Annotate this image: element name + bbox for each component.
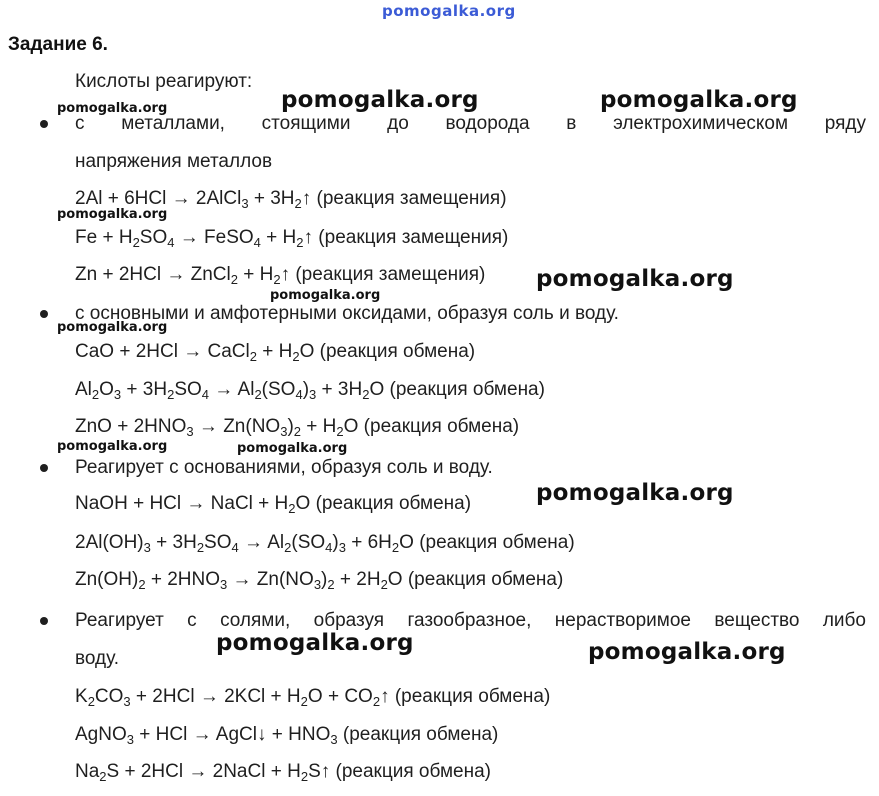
watermark: pomogalka.org [536, 266, 734, 292]
watermark: pomogalka.org [57, 101, 168, 116]
equation-formula: 2Al + 6HCl → 2AlCl$_3$ + $3H_2↑$ [75, 188, 312, 211]
equation-formula: $Al_2O_3 + 3H_2SO_4 \to Al_2(SO_4)_3 + 3H_2O$ [75, 379, 385, 402]
reaction-type: (реакция обмена) [419, 532, 575, 553]
equation [75, 379, 545, 401]
watermark: pomogalka.org [57, 207, 168, 222]
section-1-text-cont: напряжения металлов [75, 151, 273, 172]
equation-formula: $Na_2S + 2HCl$ → 2NaCl + $H_2S↑$ [75, 761, 331, 784]
watermark: pomogalka.org [588, 639, 786, 665]
equation [75, 341, 475, 363]
watermark: pomogalka.org [57, 439, 168, 454]
equation [75, 227, 508, 249]
equation-formula: $K_2CO_3 + 2HCl \to 2KCl + H_2O$ + $CO_2↑$ [75, 686, 390, 709]
watermark: pomogalka.org [237, 441, 348, 456]
section-2-text: с основными и амфотерными оксидами, образуя соль и воду. [75, 303, 619, 324]
reaction-type: (реакция обмена) [342, 724, 499, 745]
section-1-text: с металлами, стоящими до водорода в электрохимическом ряду [75, 113, 866, 134]
reaction-type: (реакция замещения) [295, 264, 486, 285]
equation [75, 493, 471, 515]
bullet-icon [40, 120, 48, 128]
reaction-type: (реакция замещения) [316, 188, 507, 209]
equation-formula: $Fe + H_2SO_4$ → FeSO$_4$ + $H_2↑$ [75, 227, 314, 250]
header-watermark: pomogalka.org [382, 2, 516, 20]
task-title: Задание 6. [8, 34, 108, 55]
equation [75, 532, 575, 554]
intro-text: Кислоты реагируют: [75, 71, 253, 92]
bullet-icon [40, 464, 48, 472]
reaction-type: (реакция обмена) [407, 569, 564, 590]
section-3-text: Реагирует с основаниями, образуя соль и воду. [75, 457, 493, 478]
watermark: pomogalka.org [216, 630, 414, 656]
equation-formula: AgNO$_3$ + HCl → AgCl↓ + $HNO_3$ [75, 724, 338, 747]
watermark: pomogalka.org [536, 480, 734, 506]
reaction-type: (реакция обмена) [315, 493, 472, 514]
equation-formula: Zn + 2HCl → ZnCl$_2$ + $H_2↑$ [75, 264, 291, 287]
equation-formula: ZnO + $2HNO_3 \to Zn(NO_3)_2 + H_2O$ [75, 416, 359, 439]
equation-formula: CaO + 2HCl → CaCl$_2$ + $H_2O$ [75, 341, 315, 364]
reaction-type: (реакция обмена) [335, 761, 491, 782]
reaction-type: (реакция обмена) [363, 416, 520, 437]
section-4-text-cont: воду. [75, 648, 119, 669]
equation [75, 724, 498, 746]
watermark: pomogalka.org [270, 288, 381, 303]
section-4-text: Реагирует с солями, образуя газообразное, нерастворимое вещество либо [75, 610, 866, 631]
equation-formula: NaOH + HCl → NaCl + $H_2O$ [75, 493, 311, 516]
equation-formula: $2Al(OH)_3 + 3H_2SO_4 \to Al_2(SO_4)_3 + 6H_2O$ [75, 532, 414, 555]
equation-formula: $Zn(OH)_2 + 2HNO_3 \to Zn(NO_3)_2 + 2H_2O$ [75, 569, 403, 592]
equation [75, 416, 519, 438]
bullet-icon [40, 617, 48, 625]
bullet-icon [40, 310, 48, 318]
watermark: pomogalka.org [281, 87, 479, 113]
equation [75, 686, 550, 708]
reaction-type: (реакция обмена) [319, 341, 476, 362]
reaction-type: (реакция обмена) [394, 686, 551, 707]
equation [75, 569, 563, 591]
equation [75, 761, 491, 783]
watermark: pomogalka.org [57, 320, 168, 335]
equation [75, 264, 485, 286]
reaction-type: (реакция обмена) [389, 379, 545, 400]
watermark: pomogalka.org [600, 87, 798, 113]
reaction-type: (реакция замещения) [318, 227, 509, 248]
